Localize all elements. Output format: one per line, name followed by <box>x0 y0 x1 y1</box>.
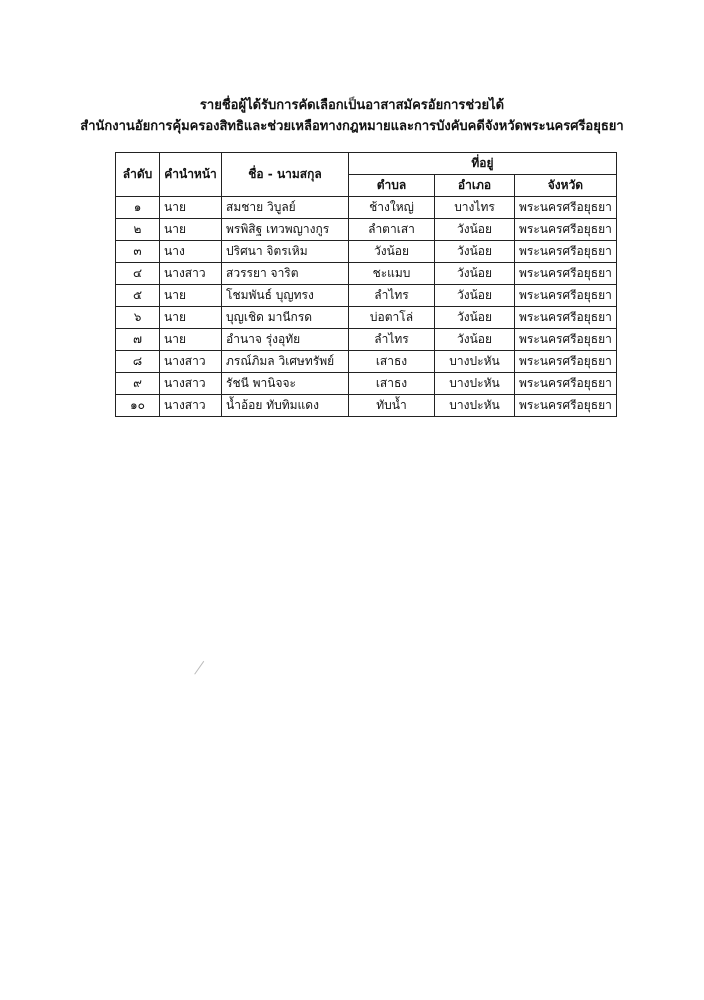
row-district: วังน้อย <box>435 219 515 241</box>
table-row <box>116 307 617 329</box>
row-subdistrict: ชะแมบ <box>349 263 435 285</box>
row-subdistrict: วังน้อย <box>349 241 435 263</box>
row-province: พระนครศรีอยุธยา <box>515 329 617 351</box>
table-row <box>116 219 617 241</box>
row-number: ๖ <box>116 307 160 329</box>
row-district: บางปะหัน <box>435 395 515 417</box>
row-prefix: นางสาว <box>160 373 222 395</box>
row-district: วังน้อย <box>435 329 515 351</box>
row-name: อำนาจ รุ่งอุทัย <box>222 329 349 351</box>
header-order: ลำดับ <box>116 153 160 197</box>
row-number: ๗ <box>116 329 160 351</box>
row-subdistrict: ทับน้ำ <box>349 395 435 417</box>
row-number: ๒ <box>116 219 160 241</box>
table-row <box>116 373 617 395</box>
table-row <box>116 329 617 351</box>
row-name: โชมพันธ์ บุญทรง <box>222 285 349 307</box>
row-district: วังน้อย <box>435 285 515 307</box>
row-prefix: นาย <box>160 307 222 329</box>
row-prefix: นาย <box>160 329 222 351</box>
row-subdistrict: เสาธง <box>349 351 435 373</box>
row-district: บางปะหัน <box>435 373 515 395</box>
row-prefix: นางสาว <box>160 395 222 417</box>
row-subdistrict: ช้างใหญ่ <box>349 197 435 219</box>
table-row <box>116 395 617 417</box>
row-number: ๑๐ <box>116 395 160 417</box>
row-subdistrict: บ่อตาโล่ <box>349 307 435 329</box>
row-name: รัชนี พานิจจะ <box>222 373 349 395</box>
header-name: ชื่อ - นามสกุล <box>222 153 349 197</box>
row-province: พระนครศรีอยุธยา <box>515 263 617 285</box>
row-name: พรพิสิฐ เทวพญางกูร <box>222 219 349 241</box>
header-prefix: คำนำหน้า <box>160 153 222 197</box>
row-subdistrict: ลำไทร <box>349 285 435 307</box>
candidates-table <box>115 152 617 417</box>
row-province: พระนครศรีอยุธยา <box>515 373 617 395</box>
header-province: จังหวัด <box>515 175 617 197</box>
table-row <box>116 285 617 307</box>
row-district: วังน้อย <box>435 307 515 329</box>
row-prefix: นาย <box>160 219 222 241</box>
header-subdistrict: ตำบล <box>349 175 435 197</box>
document-subtitle: สำนักงานอัยการคุ้มครองสิทธิและช่วยเหลือทางกฎหมายและการบังคับคดีจังหวัดพระนครศรีอยุธยา <box>80 119 624 134</box>
row-number: ๓ <box>116 241 160 263</box>
table-row <box>116 263 617 285</box>
row-district: วังน้อย <box>435 263 515 285</box>
row-district: บางไทร <box>435 197 515 219</box>
row-name: น้ำอ้อย ทับทิมแดง <box>222 395 349 417</box>
header-address: ที่อยู่ <box>349 153 617 175</box>
row-province: พระนครศรีอยุธยา <box>515 219 617 241</box>
scan-mark <box>194 661 211 679</box>
row-subdistrict: ลำตาเสา <box>349 219 435 241</box>
row-prefix: นางสาว <box>160 263 222 285</box>
row-number: ๔ <box>116 263 160 285</box>
row-province: พระนครศรีอยุธยา <box>515 241 617 263</box>
row-district: บางปะหัน <box>435 351 515 373</box>
row-subdistrict: ลำไทร <box>349 329 435 351</box>
row-prefix: นาย <box>160 285 222 307</box>
row-number: ๘ <box>116 351 160 373</box>
row-prefix: นาย <box>160 197 222 219</box>
row-prefix: นาง <box>160 241 222 263</box>
row-name: สวรรยา จาริต <box>222 263 349 285</box>
table-row <box>116 197 617 219</box>
row-name: ภรณ์ภิมล วิเศษทรัพย์ <box>222 351 349 373</box>
document-title: รายชื่อผู้ได้รับการคัดเลือกเป็นอาสาสมัครอัยการช่วยได้ <box>199 98 505 113</box>
row-number: ๙ <box>116 373 160 395</box>
row-name: สมชาย วิบูลย์ <box>222 197 349 219</box>
row-number: ๕ <box>116 285 160 307</box>
row-province: พระนครศรีอยุธยา <box>515 197 617 219</box>
table-row <box>116 241 617 263</box>
row-subdistrict: เสาธง <box>349 373 435 395</box>
row-province: พระนครศรีอยุธยา <box>515 395 617 417</box>
row-prefix: นางสาว <box>160 351 222 373</box>
row-province: พระนครศรีอยุธยา <box>515 285 617 307</box>
row-name: บุญเชิด มานีกรด <box>222 307 349 329</box>
table-row <box>116 351 617 373</box>
row-province: พระนครศรีอยุธยา <box>515 351 617 373</box>
row-name: ปริศนา จิตรเหิม <box>222 241 349 263</box>
row-number: ๑ <box>116 197 160 219</box>
row-district: วังน้อย <box>435 241 515 263</box>
header-district: อำเภอ <box>435 175 515 197</box>
row-province: พระนครศรีอยุธยา <box>515 307 617 329</box>
